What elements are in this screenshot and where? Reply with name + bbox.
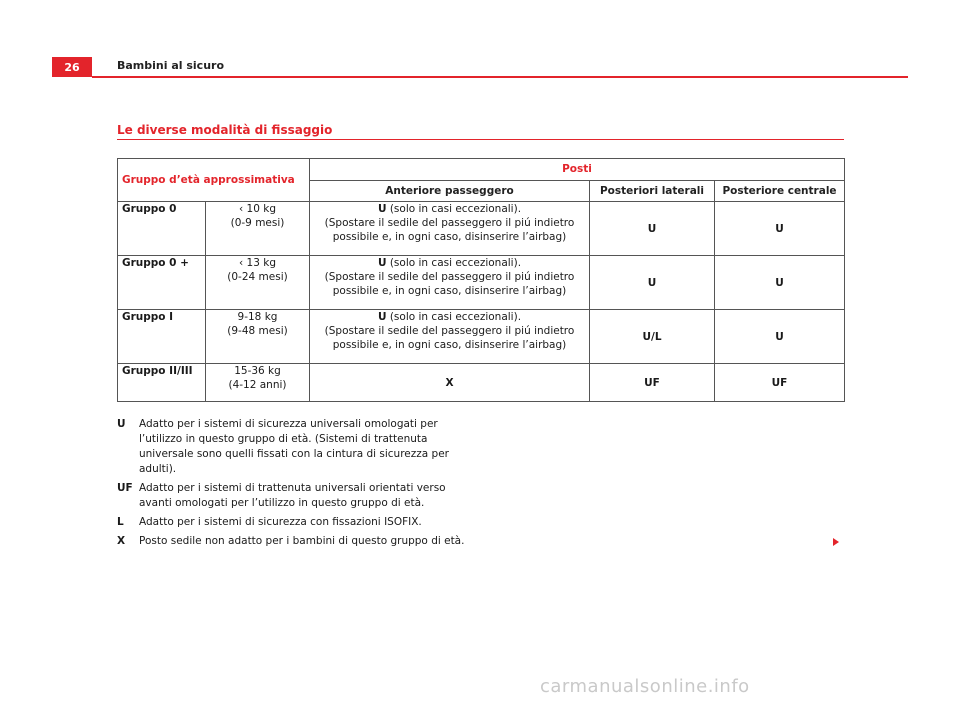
front-code: U [377,203,387,215]
front-note: (solo in casi eccezionali). [386,203,522,215]
legend-code: L [117,516,124,528]
front-note: (solo in casi eccezionali). [386,311,522,323]
legend-text: Adatto per i sistemi di trattenuta universali orientati verso avanti omologati per l’utilizzo in questo gruppo di età. [139,482,446,509]
rear-side-cell: U/L [590,310,715,364]
table-row [118,256,845,310]
group-weight [206,364,310,402]
legend-text: Posto sedile non adatto per i bambini di questo gruppo di età. [139,535,465,547]
front-code: U [377,311,387,323]
front-instruction: (Spostare il sedile del passeggero il piú indietro possibile e, in ogni caso, disinserire l’airbag) [324,217,575,243]
column-header-side: Posteriori laterali [590,180,715,202]
legend-item [117,534,477,549]
legend-text: Adatto per i sistemi di sicurezza con fissazioni ISOFIX. [139,516,422,528]
weight-range: ‹ 13 kg [239,257,276,269]
front-instruction: (Spostare il sedile del passeggero il piú indietro possibile e, in ogni caso, disinserire l’airbag) [324,325,575,351]
age-range: (0-24 mesi) [227,271,288,283]
front-instruction: (Spostare il sedile del passeggero il piú indietro possibile e, in ogni caso, disinserire l’airbag) [324,271,575,297]
table-row [118,310,845,364]
page-header-title: Bambini al sicuro [117,59,225,72]
group-weight [206,256,310,310]
watermark: carmanualsonline.info [540,676,750,697]
weight-range: 15-36 kg [234,365,281,377]
table-row [118,364,845,402]
rear-center-cell: U [715,310,845,364]
weight-range: 9-18 kg [237,311,278,323]
section-divider [117,139,844,140]
group-name: Gruppo II/III [118,364,206,402]
legend [117,417,477,553]
front-code: U [377,257,387,269]
front-passenger-cell [310,202,590,256]
rear-center-cell: U [715,202,845,256]
front-note: (solo in casi eccezionali). [386,257,522,269]
legend-item [117,417,477,477]
age-range: (0-9 mesi) [230,217,285,229]
group-header: Gruppo d’età approssimativa [118,159,310,202]
group-name: Gruppo 0 + [118,256,206,310]
legend-item [117,515,477,530]
rear-side-cell: U [590,256,715,310]
legend-code: U [117,418,126,430]
front-passenger-cell [310,256,590,310]
age-range: (9-48 mesi) [227,325,288,337]
group-weight [206,310,310,364]
group-name: Gruppo I [118,310,206,364]
weight-range: ‹ 10 kg [239,203,276,215]
legend-item [117,481,477,511]
header-divider [92,76,908,78]
legend-text: Adatto per i sistemi di sicurezza universali omologati per l’utilizzo in questo gruppo di età. (Sistemi di trattenuta universale sono quelli fissati con la cintura di sicurezza per adulti). [139,418,449,475]
table-header-row [118,159,845,181]
column-header-rear: Posteriore centrale [715,180,845,202]
continue-arrow-icon [833,538,839,546]
child-seat-table [117,158,845,402]
legend-code: X [117,535,126,547]
group-name: Gruppo 0 [118,202,206,256]
rear-side-cell: U [590,202,715,256]
group-weight [206,202,310,256]
legend-code: UF [117,482,133,494]
section-title: Le diverse modalità di fissaggio [117,123,333,137]
front-passenger-cell: X [310,364,590,402]
page-number-badge: 26 [52,57,92,77]
posti-header: Posti [310,159,845,181]
rear-side-cell: UF [590,364,715,402]
rear-center-cell: U [715,256,845,310]
front-passenger-cell [310,310,590,364]
table-row [118,202,845,256]
age-range: (4-12 anni) [228,379,287,391]
column-header-front: Anteriore passeggero [310,180,590,202]
rear-center-cell: UF [715,364,845,402]
